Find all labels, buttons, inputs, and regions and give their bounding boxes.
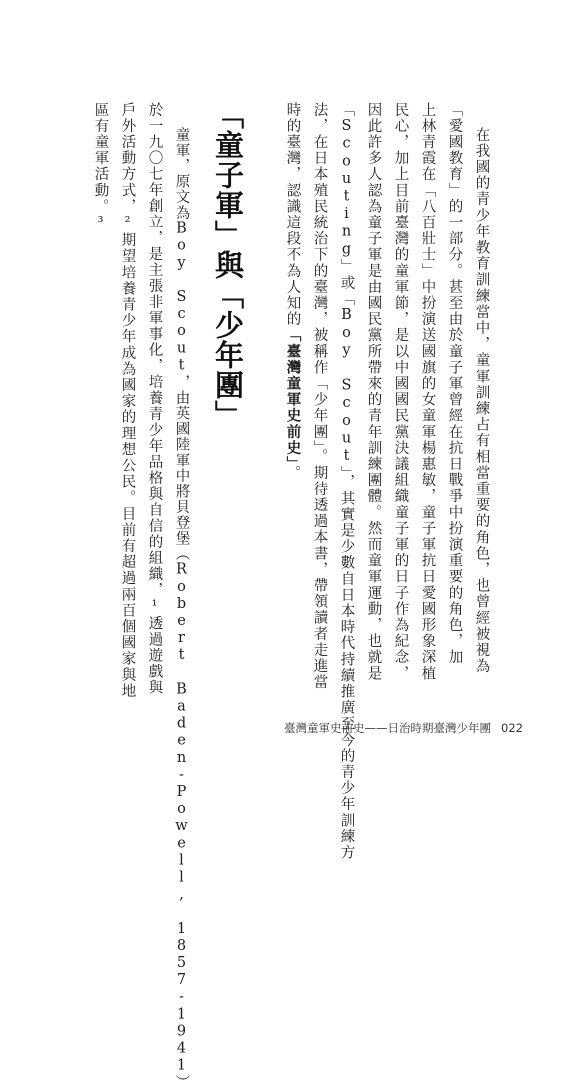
paragraph-column-6: 「Scouting」或「Boy Scout」，其實是少數自日本時代持續推廣至今的青少年訓練方 [338, 102, 355, 861]
column-8-text: 時的臺灣，認識這段不為人知的 [284, 102, 301, 328]
page-number: 022 [501, 721, 523, 735]
column-8-end: 。 [284, 465, 301, 482]
paragraph-column-7: 法，在日本殖民統治下的臺灣，被稱作「少年團」。期待透過本書，帶領讀者走進當 [311, 102, 328, 691]
paragraph-column-2: 「愛國教育」的一部分。甚至由於童子軍曾經在抗日戰爭中扮演重要的角色，加 [446, 102, 463, 666]
section-heading: 「童子軍」與「少年團」 [211, 100, 245, 430]
section-column-3: 戶外活動方式，²期望培養青少年成為國家的理想公民。目前有超過兩百個國家與地 [119, 102, 136, 700]
running-title: 臺灣童軍史前史——日治時期臺灣少年團 [284, 721, 491, 735]
paragraph-column-3: 上林青霞在「八百壯士」中扮演送國旗的女童軍楊惠敏，童子軍抗日愛國形象深植 [419, 102, 436, 682]
section-column-2: 於一九〇七年創立，是主張非軍事化，培養青少年品格與自信的組織，¹透過遊戲與 [146, 102, 163, 696]
paragraph-column-4: 民心，加上目前臺灣的童軍節，是以中國國民黨決議組織童子軍的日子作為紀念， [392, 102, 409, 682]
paragraph-column-1: 在我國的青少年教育訓練當中，童軍訓練占有相當重要的角色，也曾經被視為 [473, 127, 490, 675]
paragraph-column-5: 因此許多人認為童子軍是由國民黨所帶來的青年訓練團體。然而童軍運動，也就是 [365, 102, 382, 682]
page-footer [284, 720, 523, 736]
section-column-1: 童軍，原文為Boy Scout，由英國陸軍中將貝登堡（Robert Baden-Powell, 1857-1941） [173, 127, 190, 1090]
book-title-emphasis: 「臺灣童軍史前史」 [284, 327, 302, 466]
section-column-4: 區有童軍活動。³ [92, 102, 109, 233]
paragraph-column-8 [285, 102, 300, 481]
